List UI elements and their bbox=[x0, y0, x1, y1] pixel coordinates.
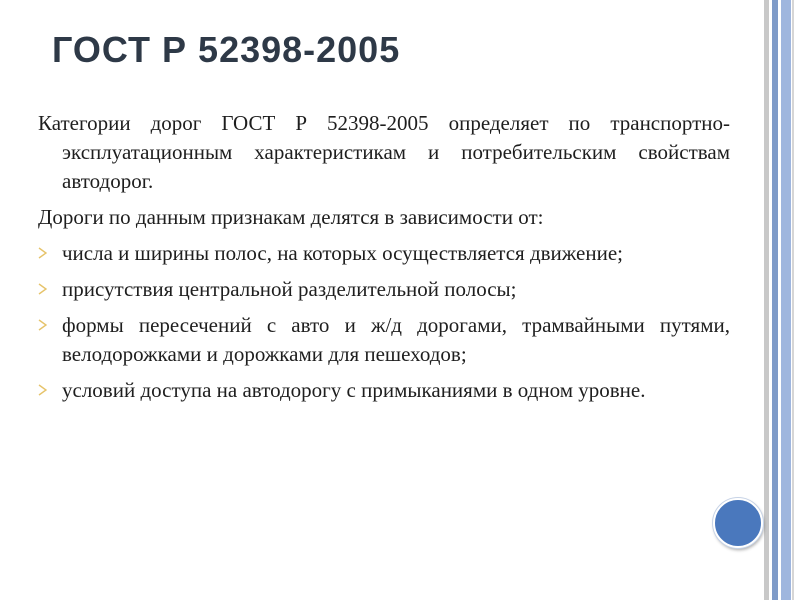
right-border-gray bbox=[764, 0, 769, 600]
bullet-text: формы пересечений с авто и ж/д дорогами, трамвайными путями, велодорожками и дорожками для пешеходов; bbox=[62, 313, 730, 366]
decorative-circle bbox=[713, 498, 763, 548]
intro-paragraph: Категории дорог ГОСТ Р 52398-2005 определяет по транспортно-эксплуатационным характеристикам и потребительским свойствам автодорог. bbox=[38, 111, 730, 193]
lead-paragraph: Дороги по данным признакам делятся в зависимости от: bbox=[38, 205, 544, 229]
list-item bbox=[38, 239, 730, 268]
bullet-list bbox=[38, 239, 730, 405]
bullet-text: условий доступа на автодорогу с примыканиями в одном уровне. bbox=[62, 378, 646, 402]
bullet-text: числа и ширины полос, на которых осуществляется движение; bbox=[62, 241, 623, 265]
list-item bbox=[38, 311, 730, 369]
triangle-arrow-icon bbox=[38, 384, 47, 396]
list-item bbox=[38, 275, 730, 304]
triangle-arrow-icon bbox=[38, 319, 47, 331]
slide-title: ГОСТ Р 52398-2005 bbox=[52, 29, 401, 70]
triangle-arrow-icon bbox=[38, 247, 47, 259]
bullet-text: присутствия центральной разделительной полосы; bbox=[62, 277, 517, 301]
right-border-blue bbox=[772, 0, 778, 600]
right-border-light-blue bbox=[781, 0, 791, 600]
list-item bbox=[38, 376, 730, 405]
slide-body bbox=[38, 109, 730, 412]
triangle-arrow-icon bbox=[38, 283, 47, 295]
right-border-edge bbox=[792, 0, 794, 600]
